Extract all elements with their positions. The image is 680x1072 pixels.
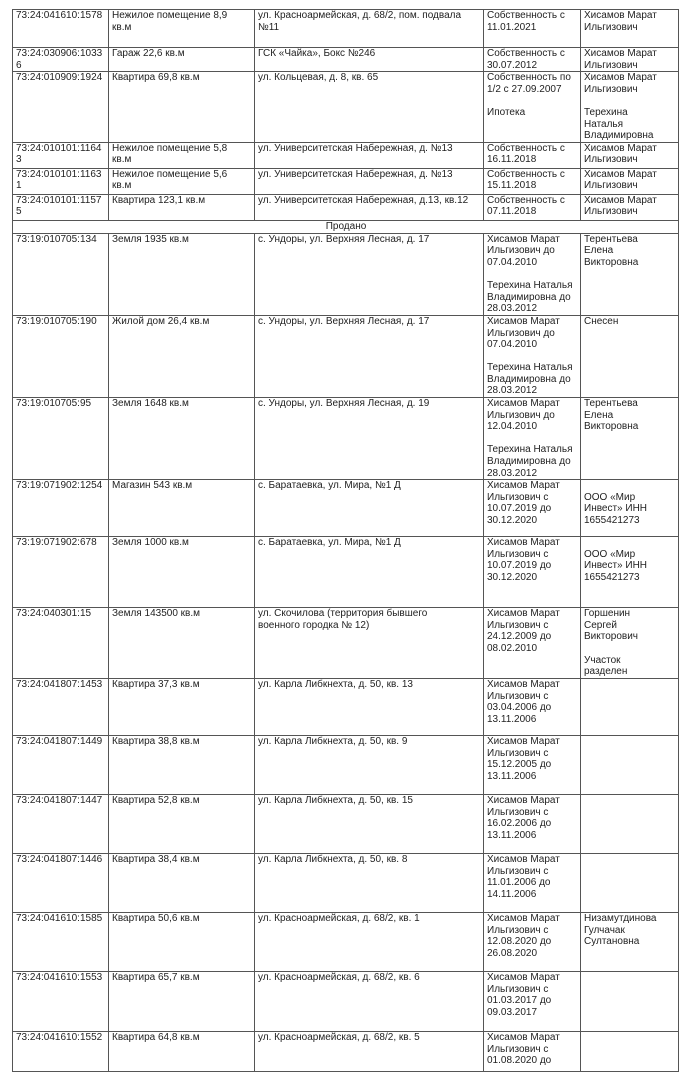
cadastral-number: 73:24:010101:1163 1 [13, 168, 109, 194]
object-description: Магазин 543 кв.м [109, 480, 255, 537]
object-description: Земля 1648 кв.м [109, 398, 255, 480]
object-description: Квартира 123,1 кв.м [109, 194, 255, 220]
right-period: Собственность с 16.11.2018 [484, 142, 581, 168]
right-period: Хисамов Марат Ильгизович с 11.01.2006 до 14.11.2006 [484, 854, 581, 913]
right-period: Собственность с 15.11.2018 [484, 168, 581, 194]
table-row [13, 913, 679, 972]
owner: Хисамов Марат Ильгизович Терехина Наталья Владимировна [581, 72, 679, 143]
owner: Терентьева Елена Викторовна [581, 398, 679, 480]
object-description: Земля 143500 кв.м [109, 608, 255, 679]
object-description: Нежилое помещение 8,9 кв.м [109, 10, 255, 48]
cadastral-number: 73:19:010705:95 [13, 398, 109, 480]
owner: Хисамов Марат Ильгизович [581, 194, 679, 220]
owner: Терентьева Елена Викторовна [581, 233, 679, 315]
owner [581, 1032, 679, 1072]
right-period: Хисамов Марат Ильгизович с 10.07.2019 до 30.12.2020 [484, 480, 581, 537]
cadastral-number: 73:24:010101:1157 5 [13, 194, 109, 220]
address: ул. Университетская Набережная, д.13, кв.12 [255, 194, 484, 220]
table-row [13, 854, 679, 913]
table-row [13, 142, 679, 168]
right-period: Хисамов Марат Ильгизович с 01.08.2020 до [484, 1032, 581, 1072]
right-period: Хисамов Марат Ильгизович с 12.08.2020 до 26.08.2020 [484, 913, 581, 972]
object-description: Квартира 38,8 кв.м [109, 736, 255, 795]
owner: Хисамов Марат Ильгизович [581, 10, 679, 48]
address: ул. Красноармейская, д. 68/2, кв. 6 [255, 972, 484, 1032]
table-row [13, 537, 679, 608]
address: ул. Скочилова (территория бывшего военного городка № 12) [255, 608, 484, 679]
cadastral-number: 73:19:010705:190 [13, 315, 109, 397]
address: ул. Карла Либкнехта, д. 50, кв. 13 [255, 679, 484, 736]
address: с. Ундоры, ул. Верхняя Лесная, д. 17 [255, 233, 484, 315]
right-period: Хисамов Марат Ильгизович с 10.07.2019 до 30.12.2020 [484, 537, 581, 608]
address: с. Ундоры, ул. Верхняя Лесная, д. 19 [255, 398, 484, 480]
owner [581, 795, 679, 854]
object-description: Земля 1000 кв.м [109, 537, 255, 608]
object-description: Квартира 38,4 кв.м [109, 854, 255, 913]
right-period: Хисамов Марат Ильгизович с 01.03.2017 до 09.03.2017 [484, 972, 581, 1032]
owner [581, 854, 679, 913]
owner [581, 679, 679, 736]
address: ул. Карла Либкнехта, д. 50, кв. 8 [255, 854, 484, 913]
cadastral-number: 73:24:030906:1033 6 [13, 48, 109, 72]
owner: Горшенин Сергей Викторович Участок разделен [581, 608, 679, 679]
table-row [13, 315, 679, 397]
table-row [13, 972, 679, 1032]
owner: Хисамов Марат Ильгизович [581, 48, 679, 72]
table-row [13, 398, 679, 480]
cadastral-number: 73:24:010909:1924 [13, 72, 109, 143]
cadastral-number: 73:24:041610:1553 [13, 972, 109, 1032]
table-row [13, 72, 679, 143]
table-row [13, 168, 679, 194]
address: ул. Красноармейская, д. 68/2, кв. 5 [255, 1032, 484, 1072]
address: с. Ундоры, ул. Верхняя Лесная, д. 17 [255, 315, 484, 397]
object-description: Квартира 52,8 кв.м [109, 795, 255, 854]
right-period: Хисамов Марат Ильгизович до 07.04.2010 Терехина Наталья Владимировна до 28.03.2012 [484, 315, 581, 397]
cadastral-number: 73:24:041807:1449 [13, 736, 109, 795]
property-table-body [13, 10, 679, 1072]
cadastral-number: 73:24:010101:1164 3 [13, 142, 109, 168]
table-row [13, 233, 679, 315]
address: с. Баратаевка, ул. Мира, №1 Д [255, 537, 484, 608]
right-period: Собственность с 07.11.2018 [484, 194, 581, 220]
address: ул. Карла Либкнехта, д. 50, кв. 9 [255, 736, 484, 795]
address: ул. Красноармейская, д. 68/2, пом. подвала №11 [255, 10, 484, 48]
cadastral-number: 73:24:041610:1552 [13, 1032, 109, 1072]
owner: Хисамов Марат Ильгизович [581, 142, 679, 168]
owner: ООО «Мир Инвест» ИНН 1655421273 [581, 537, 679, 608]
sold-section-row [13, 220, 679, 233]
address: ул. Университетская Набережная, д. №13 [255, 142, 484, 168]
address: ул. Кольцевая, д. 8, кв. 65 [255, 72, 484, 143]
right-period: Хисамов Марат Ильгизович с 24.12.2009 до 08.02.2010 [484, 608, 581, 679]
object-description: Квартира 37,3 кв.м [109, 679, 255, 736]
property-table [12, 9, 679, 1072]
table-row [13, 10, 679, 48]
owner: Низамутдинова Гулчачак Султановна [581, 913, 679, 972]
right-period: Хисамов Марат Ильгизович с 15.12.2005 до 13.11.2006 [484, 736, 581, 795]
address: ГСК «Чайка», Бокс №246 [255, 48, 484, 72]
table-row [13, 48, 679, 72]
object-description: Нежилое помещение 5,8 кв.м [109, 142, 255, 168]
table-row [13, 608, 679, 679]
sold-section-header: Продано [13, 220, 679, 233]
right-period: Хисамов Марат Ильгизович с 16.02.2006 до 13.11.2006 [484, 795, 581, 854]
right-period: Хисамов Марат Ильгизович до 12.04.2010 Терехина Наталья Владимировна до 28.03.2012 [484, 398, 581, 480]
table-row [13, 480, 679, 537]
address: ул. Университетская Набережная, д. №13 [255, 168, 484, 194]
cadastral-number: 73:19:010705:134 [13, 233, 109, 315]
table-row [13, 194, 679, 220]
cadastral-number: 73:19:071902:678 [13, 537, 109, 608]
owner [581, 972, 679, 1032]
object-description: Квартира 69,8 кв.м [109, 72, 255, 143]
owner: Снесен [581, 315, 679, 397]
address: ул. Карла Либкнехта, д. 50, кв. 15 [255, 795, 484, 854]
cadastral-number: 73:19:071902:1254 [13, 480, 109, 537]
owner: ООО «Мир Инвест» ИНН 1655421273 [581, 480, 679, 537]
object-description: Земля 1935 кв.м [109, 233, 255, 315]
address: ул. Красноармейская, д. 68/2, кв. 1 [255, 913, 484, 972]
object-description: Гараж 22,6 кв.м [109, 48, 255, 72]
table-row [13, 736, 679, 795]
owner [581, 736, 679, 795]
table-row [13, 795, 679, 854]
object-description: Квартира 64,8 кв.м [109, 1032, 255, 1072]
cadastral-number: 73:24:041610:1578 [13, 10, 109, 48]
object-description: Жилой дом 26,4 кв.м [109, 315, 255, 397]
cadastral-number: 73:24:041807:1453 [13, 679, 109, 736]
cadastral-number: 73:24:041807:1446 [13, 854, 109, 913]
object-description: Нежилое помещение 5,6 кв.м [109, 168, 255, 194]
right-period: Собственность с 11.01.2021 [484, 10, 581, 48]
right-period: Собственность с 30.07.2012 [484, 48, 581, 72]
object-description: Квартира 50,6 кв.м [109, 913, 255, 972]
object-description: Квартира 65,7 кв.м [109, 972, 255, 1032]
cadastral-number: 73:24:040301:15 [13, 608, 109, 679]
owner: Хисамов Марат Ильгизович [581, 168, 679, 194]
cadastral-number: 73:24:041807:1447 [13, 795, 109, 854]
right-period: Хисамов Марат Ильгизович до 07.04.2010 Терехина Наталья Владимировна до 28.03.2012 [484, 233, 581, 315]
table-row [13, 1032, 679, 1072]
address: с. Баратаевка, ул. Мира, №1 Д [255, 480, 484, 537]
cadastral-number: 73:24:041610:1585 [13, 913, 109, 972]
right-period: Собственность по 1/2 с 27.09.2007 Ипотека [484, 72, 581, 143]
right-period: Хисамов Марат Ильгизович с 03.04.2006 до 13.11.2006 [484, 679, 581, 736]
table-row [13, 679, 679, 736]
